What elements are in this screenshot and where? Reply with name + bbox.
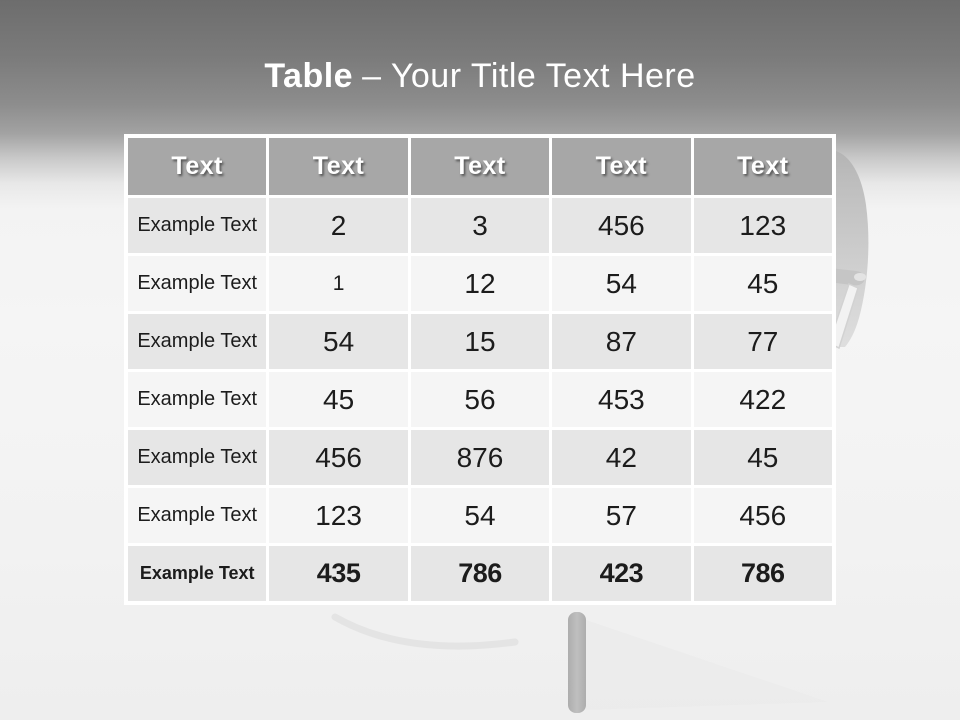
value-cell: 77 [694,314,832,369]
row-label-cell: Example Text [128,314,266,369]
table-row [128,430,832,485]
table-row [128,198,832,253]
value-cell: 123 [269,488,407,543]
value-cell: 2 [269,198,407,253]
value-cell: 422 [694,372,832,427]
data-table [124,134,836,605]
column-header: Text [552,138,690,195]
table-row [128,138,832,195]
column-header: Text [411,138,549,195]
value-cell: 423 [552,546,690,601]
table-row [128,546,832,601]
value-cell: 3 [411,198,549,253]
column-header: Text [694,138,832,195]
value-cell: 54 [552,256,690,311]
value-cell: 15 [411,314,549,369]
value-cell: 1 [269,256,407,311]
table-container [124,134,836,605]
row-label-cell: Example Text [128,372,266,427]
value-cell: 54 [269,314,407,369]
value-cell: 435 [269,546,407,601]
row-label-cell: Example Text [128,488,266,543]
row-label-cell: Example Text [128,256,266,311]
value-cell: 56 [411,372,549,427]
table-header-row [128,138,832,195]
value-cell: 12 [411,256,549,311]
value-cell: 456 [552,198,690,253]
slide-title [0,54,960,98]
value-cell: 123 [694,198,832,253]
column-header: Text [128,138,266,195]
value-cell: 87 [552,314,690,369]
value-cell: 54 [411,488,549,543]
value-cell: 57 [552,488,690,543]
value-cell: 786 [411,546,549,601]
value-cell: 876 [411,430,549,485]
row-label-cell: Example Text [128,546,266,601]
value-cell: 456 [269,430,407,485]
value-cell: 456 [694,488,832,543]
value-cell: 453 [552,372,690,427]
value-cell: 45 [694,256,832,311]
title-keyword: Table [264,57,354,95]
table-row [128,314,832,369]
row-label-cell: Example Text [128,198,266,253]
value-cell: 42 [552,430,690,485]
chair-tube [335,617,515,646]
value-cell: 45 [269,372,407,427]
table-body [128,198,832,601]
table-row [128,372,832,427]
floor-shadow [586,620,828,710]
table-row [128,256,832,311]
value-cell: 45 [694,430,832,485]
chair-leg [568,612,586,713]
table-row [128,488,832,543]
title-text: – Your Title Text Here [362,57,696,95]
column-header: Text [269,138,407,195]
value-cell: 786 [694,546,832,601]
row-label-cell: Example Text [128,430,266,485]
